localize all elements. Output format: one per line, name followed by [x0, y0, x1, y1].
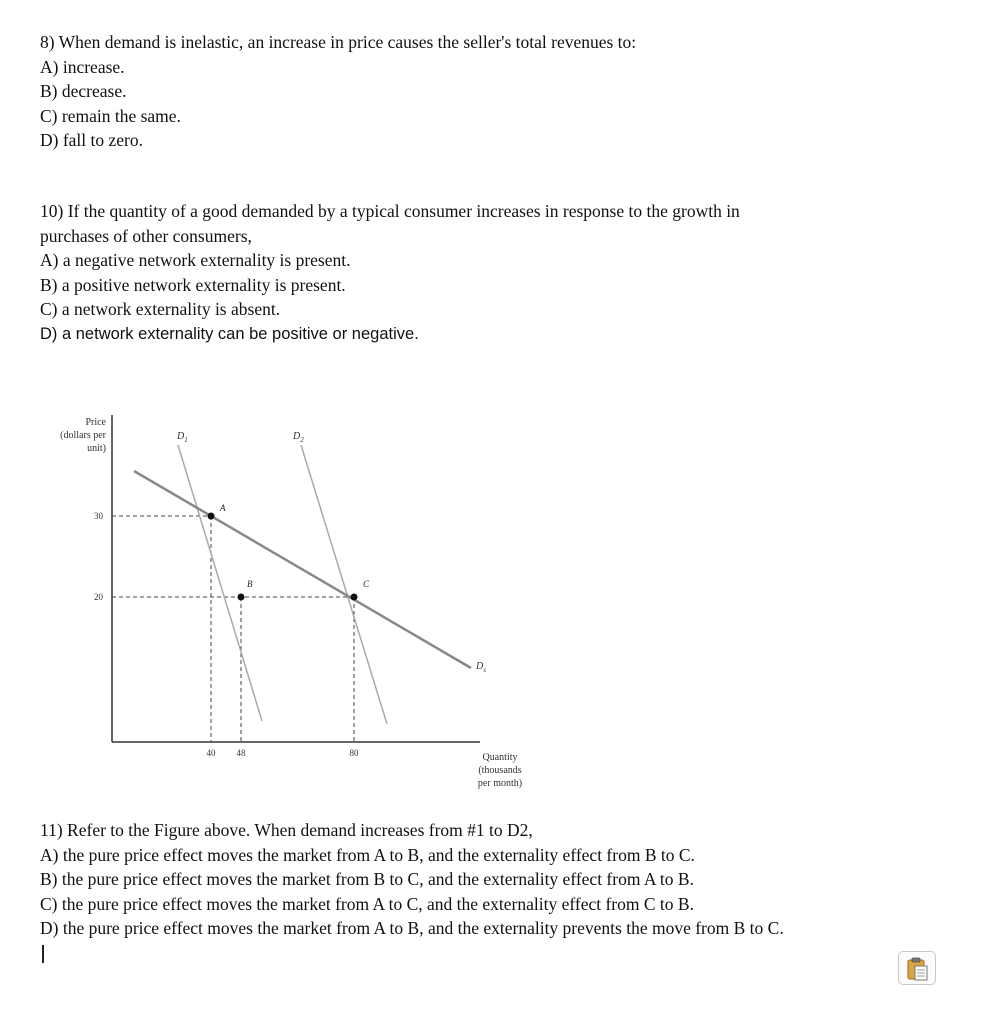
y-tick-20: 20 [94, 592, 103, 602]
point-c-label: C [363, 579, 370, 589]
x-axis-label-line-1: Quantity [482, 752, 518, 763]
question-8-option-c: C) remain the same. [40, 105, 181, 126]
question-8-stem: 8) When demand is inelastic, an increase in price causes the seller's total revenues to: [40, 32, 637, 52]
curve-d2-label: $D_2$ [293, 431, 304, 444]
text-cursor [42, 945, 44, 963]
point-b [238, 594, 245, 601]
question-8 [40, 30, 636, 153]
question-10-option-d: D) a network externality can be positive or negative. [40, 324, 419, 343]
curve-ds-label: $D_s$ [476, 661, 486, 674]
question-10-stem-line-1: 10) If the quantity of a good demanded by a typical consumer increases in response to the growth in [40, 201, 740, 221]
paste-options-button[interactable] [898, 951, 936, 985]
question-8-option-a: A) increase. [40, 56, 125, 77]
curve-d2 [301, 445, 387, 724]
question-10 [40, 199, 740, 346]
question-8-option-b: B) decrease. [40, 81, 127, 101]
question-10-option-b: B) a positive network externality is present. [40, 274, 346, 295]
question-11 [40, 818, 784, 941]
network-externality-chart [30, 405, 550, 805]
x-tick-48: 48 [236, 748, 246, 758]
point-c [351, 594, 358, 601]
question-11-option-c: C) the pure price effect moves the market from A to C, and the externality effect from C to B. [40, 893, 694, 914]
y-axis-label-line-3: unit) [87, 443, 106, 454]
y-tick-30: 30 [94, 511, 103, 521]
point-a [208, 513, 215, 520]
question-11-option-b: B) the pure price effect moves the market from B to C, and the externality effect from A to B. [40, 869, 694, 889]
question-10-stem-line-2: purchases of other consumers, [40, 225, 252, 246]
question-10-option-a: A) a negative network externality is present. [40, 250, 351, 270]
x-axis-label-line-3: per month) [477, 778, 523, 789]
clipboard-paste-icon [907, 957, 929, 981]
x-axis-label-line-2: (thousands [478, 765, 522, 776]
x-tick-80: 80 [349, 748, 359, 758]
y-axis-label-line-1: Price [85, 417, 106, 428]
x-tick-40: 40 [206, 748, 216, 758]
point-a-label: A [220, 503, 226, 513]
question-11-option-a: A) the pure price effect moves the market from A to B, and the externality effect from B to C. [40, 844, 695, 865]
question-10-option-c: C) a network externality is absent. [40, 299, 281, 319]
question-11-option-d: D) the pure price effect moves the market from A to B, and the externality prevents the move from B to C. [40, 918, 784, 938]
curve-ds [134, 471, 471, 668]
y-axis-label-line-2: (dollars per [60, 430, 106, 441]
curve-d1-label: $D_1$ [177, 431, 188, 444]
question-11-stem: 11) Refer to the Figure above. When demand increases from #1 to D2, [40, 820, 533, 840]
chart-svg [30, 405, 550, 800]
point-b-label: B [247, 579, 253, 589]
question-8-option-d: D) fall to zero. [40, 130, 144, 150]
